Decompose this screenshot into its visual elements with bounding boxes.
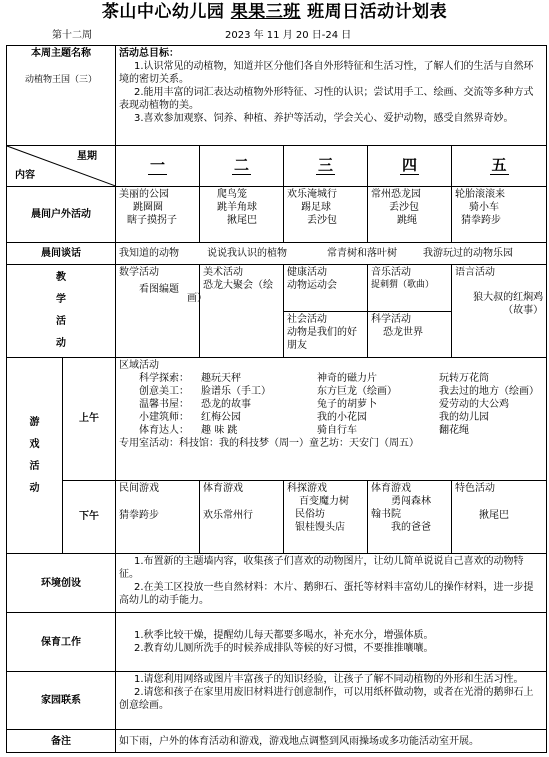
goals-title: 活动总目标： bbox=[119, 48, 180, 59]
teaching-label-cell bbox=[7, 265, 116, 358]
teaching-tue: 美术活动 恐龙大聚会（绘画） bbox=[200, 265, 284, 358]
area-art: 创意美工： 脸谱乐（手工） 东方巨龙（绘画） 我去过的地方（绘画） bbox=[139, 386, 540, 398]
games-label-cell bbox=[7, 358, 63, 554]
theme-cell bbox=[7, 46, 116, 146]
pm-tue: 体育游戏 欢乐常州行 bbox=[200, 480, 284, 553]
week-number: 第十二周 bbox=[52, 30, 92, 41]
teaching-row-1 bbox=[7, 265, 547, 311]
games-pm-row bbox=[7, 480, 547, 553]
env-line-1: 1.布置新的主题墙内容，收集孩子们喜欢的动物图片，让幼儿简单说说自己喜欢的动物特征。 bbox=[119, 556, 524, 580]
talk-4: 我游玩过的动物乐园 bbox=[423, 248, 514, 260]
care-row bbox=[7, 613, 547, 672]
outdoor-wed: 欢乐淹城行 踢足球 丢沙包 bbox=[284, 186, 368, 242]
goal-1: 1.认识常见的动植物，知道并区分他们各自外形特征和生活习性，了解人们的生活与自然环境的密切关系。 bbox=[119, 61, 534, 85]
care-cell bbox=[116, 613, 547, 672]
talk-label: 晨间谈话 bbox=[7, 242, 116, 264]
teaching-thu-2: 科学活动 恐龙世界 bbox=[368, 311, 452, 357]
care-line-2: 2.教育幼儿厕所洗手的时候养成排队等候的好习惯，不要推推嚷嚷。 bbox=[134, 643, 434, 655]
env-row bbox=[7, 554, 547, 613]
family-line-1: 1.请您利用网络或图片丰富孩子的知识经验，让孩子了解不同动植物的外形和生活习性。 bbox=[134, 674, 524, 686]
talk-cell bbox=[116, 242, 547, 264]
games-pm-label: 下午 bbox=[63, 480, 116, 553]
theme-name: 动植物王国（三） bbox=[25, 75, 98, 85]
weekly-plan-table bbox=[6, 45, 547, 753]
class-name: 果果三班 bbox=[230, 2, 301, 22]
notes-label: 备注 bbox=[7, 730, 116, 753]
env-label: 环境创设 bbox=[7, 554, 116, 613]
outdoor-tue: 爬鸟笼 跳羊角球 揪尾巴 bbox=[200, 186, 284, 242]
theme-label: 本周主题名称 bbox=[31, 48, 91, 59]
area-sports: 体育达人： 趣 味 跳 骑自行车 翻花绳 bbox=[139, 425, 470, 437]
outdoor-thu: 常州恐龙园 丢沙包 跳绳 bbox=[368, 186, 452, 242]
pm-mon: 民间游戏 猜拳跨步 bbox=[116, 480, 200, 553]
outdoor-mon: 美丽的公园 跳圈圈 瞎子摸拐子 bbox=[116, 186, 200, 242]
family-cell bbox=[116, 672, 547, 730]
theme-row bbox=[7, 46, 547, 146]
day-mon: 一 bbox=[116, 145, 200, 186]
day-fri: 五 bbox=[452, 145, 547, 186]
area-title: 区域活动 bbox=[119, 360, 160, 372]
area-activities-cell bbox=[116, 358, 547, 480]
goals-cell bbox=[116, 46, 547, 146]
goal-3: 3.喜欢参加观察、饲养、种植、养护等活动，学会关心、爱护动物，感受自然界奇妙。 bbox=[134, 113, 514, 124]
date-range: 2023 年 11 月 20 日-24 日 bbox=[225, 30, 352, 41]
days-header-cell bbox=[7, 145, 116, 186]
pm-thu: 体育游戏 勇闯森林 翰书院 我的爸爸 bbox=[368, 480, 452, 553]
content-label: 内容 bbox=[15, 169, 35, 181]
teaching-label: 教学活动 bbox=[56, 272, 66, 350]
talk-3: 常青树和落叶树 bbox=[327, 248, 398, 260]
teaching-thu-1: 音乐活动 捉刺猬（歌曲） bbox=[368, 265, 452, 311]
teaching-wed-1: 健康活动 动物运动会 bbox=[284, 265, 368, 311]
family-label: 家园联系 bbox=[7, 672, 116, 730]
teaching-mon: 数学活动 看图编题 bbox=[116, 265, 200, 358]
area-reading: 温馨书屋： 恐龙的故事 兔子的胡萝卜 爱劳动的大公鸡 bbox=[139, 399, 510, 411]
days-label: 星期 bbox=[77, 150, 98, 162]
page-title bbox=[0, 0, 549, 26]
teaching-wed-2: 社会活动 动物是我们的好朋友 bbox=[284, 311, 368, 357]
goal-2: 2.能用丰富的词汇表达动植物外形特征、习性的认识；尝试用手工、绘画、交流等多种方式表现动植物的美。 bbox=[119, 87, 534, 111]
games-am-row bbox=[7, 358, 547, 480]
day-thu: 四 bbox=[368, 145, 452, 186]
outdoor-row bbox=[7, 186, 547, 242]
days-row bbox=[7, 145, 547, 186]
pm-fri: 特色活动 揪尾巴 bbox=[452, 480, 547, 553]
talk-row bbox=[7, 242, 547, 264]
day-tue: 二 bbox=[200, 145, 284, 186]
games-label: 游戏活动 bbox=[29, 416, 40, 494]
area-science: 科学探索： 趣玩天秤 神奇的磁力片 玩转万花筒 bbox=[139, 373, 490, 385]
talk-2: 说说我认识的植物 bbox=[207, 248, 288, 260]
day-wed: 三 bbox=[284, 145, 368, 186]
school-name: 茶山中心幼儿园 bbox=[101, 2, 225, 22]
env-line-2: 2.在美工区投放一些自然材料：木片、鹅卵石、蛋托等材料丰富幼儿的操作材料，进一步提高幼儿的动手能力。 bbox=[119, 582, 534, 606]
title-suffix: 班周日活动计划表 bbox=[307, 2, 448, 22]
care-line-1: 1.秋季比较干燥，提醒幼儿每天都要多喝水，补充水分，增强体质。 bbox=[134, 630, 434, 642]
outdoor-label: 晨间户外活动 bbox=[7, 186, 116, 242]
care-label: 保育工作 bbox=[7, 613, 116, 672]
area-building: 小建筑师： 红梅公园 我的小花园 我的幼儿园 bbox=[139, 412, 490, 424]
outdoor-fri: 轮胎滚滚来 骑小车 猜拳跨步 bbox=[452, 186, 547, 242]
pm-wed: 科探游戏 百变魔力树 民俗坊 银桂馒头店 bbox=[284, 480, 368, 553]
env-cell bbox=[116, 554, 547, 613]
family-row bbox=[7, 672, 547, 730]
teaching-fri: 语言活动 狼大叔的红焖鸡（故事） bbox=[452, 265, 547, 358]
family-line-2: 2.请您和孩子在家里用废旧材料进行创意制作，可以用纸杯做动物，或者在光滑的鹅卵石上创意绘画。 bbox=[119, 687, 534, 712]
notes-cell: 如下雨，户外的体育活动和游戏，游戏地点调整到风雨操场或多功能活动室开展。 bbox=[116, 730, 547, 753]
games-am-label: 上午 bbox=[63, 358, 116, 480]
talk-1: 我知道的动物 bbox=[119, 248, 180, 260]
notes-row bbox=[7, 730, 547, 753]
special-room-activities: 专用室活动：科技馆：我的科技梦（周一）童艺坊：天安门（周五） bbox=[119, 438, 420, 450]
